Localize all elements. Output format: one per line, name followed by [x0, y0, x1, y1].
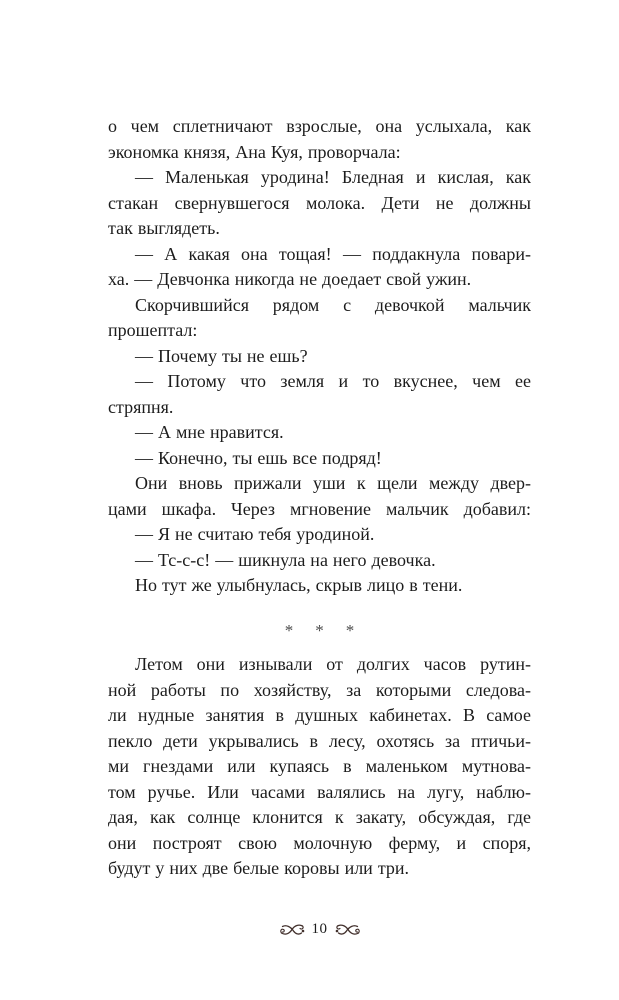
text-line: — Почему ты не ешь?	[135, 345, 308, 366]
text-line: пекло дети укрывались в лесу, охотясь за птичьи-	[108, 730, 531, 751]
text-line: они построят свою молочную ферму, и споря,	[108, 832, 531, 853]
text-line: Они вновь прижали уши к щели между двер-	[135, 473, 531, 493]
fleuron-right-icon	[335, 922, 361, 937]
text-line: ной работы по хозяйству, за которыми следова-	[108, 679, 531, 700]
separator-asterisk: *	[284, 620, 294, 640]
page-text-section-1	[108, 114, 531, 599]
text-line: Но тут же улыбнулась, скрыв лицо в тени.	[135, 575, 463, 595]
text-line: — Конечно, ты ешь все подряд!	[135, 447, 382, 468]
text-line: стряпня.	[108, 396, 174, 417]
text-line: так выглядеть.	[108, 218, 220, 238]
text-line: Скорчившийся рядом с девочкой мальчик	[135, 294, 531, 315]
text-line: ми гнездами или купаясь в маленьком мутнова-	[108, 756, 531, 776]
text-line: стакан свернувшегося молока. Дети не должны	[108, 192, 531, 213]
text-line: будут у них две белые коровы или три.	[108, 858, 410, 878]
text-line: о чем сплетничают взрослые, она услыхала, как	[108, 116, 531, 136]
text-line: дая, как солнце клонится к закату, обсуждая, где	[108, 807, 531, 827]
section-separator	[108, 616, 531, 644]
text-line: — Маленькая уродина! Бледная и кислая, как	[135, 167, 531, 187]
text-line: Летом они изнывали от долгих часов рутин-	[135, 654, 531, 674]
fleuron-left-icon	[279, 922, 305, 937]
page-text-section-2	[108, 652, 531, 882]
text-line: — Я не считаю тебя уродиной.	[135, 524, 375, 544]
text-line: том ручье. Или часами валялись на лугу, наблю-	[108, 781, 531, 802]
page-number: 10	[311, 920, 328, 937]
text-line: — Потому что земля и то вкуснее, чем ее	[135, 371, 531, 391]
text-line: ха. — Девчонка никогда не доедает свой ужин.	[108, 269, 472, 289]
text-line: прошептал:	[108, 320, 198, 340]
text-line: — А какая она тощая! — поддакнула повари-	[135, 243, 531, 264]
page-footer	[108, 917, 531, 941]
text-line: ли нудные занятия в душных кабинетах. В самое	[108, 705, 531, 725]
separator-asterisk: *	[315, 620, 324, 640]
text-line: цами шкафа. Через мгновение мальчик добавил:	[108, 498, 531, 519]
separator-asterisk: *	[345, 620, 355, 640]
text-line: экономка князя, Ана Куя, проворчала:	[108, 141, 401, 162]
text-line: — Тс-с-с! — шикнула на него девочка.	[135, 549, 436, 570]
text-line: — А мне нравится.	[135, 422, 284, 442]
